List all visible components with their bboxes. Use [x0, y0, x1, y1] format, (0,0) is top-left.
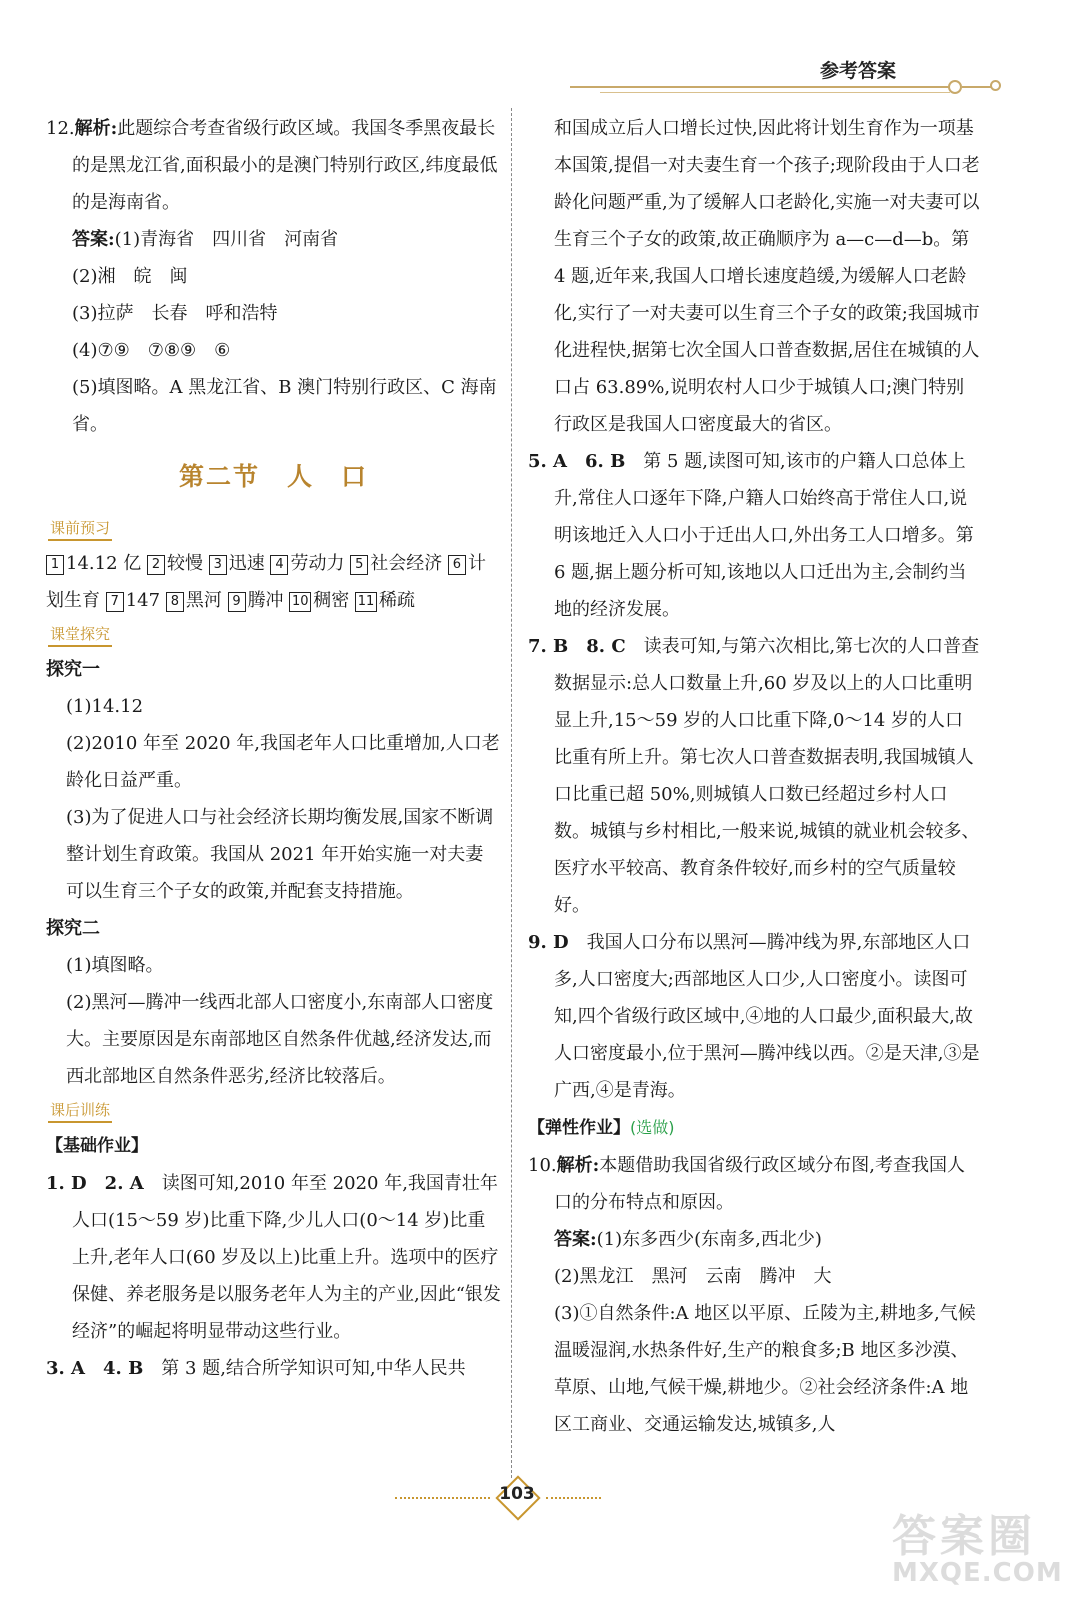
question-number: 1. D 2. A [46, 1173, 144, 1194]
page-number-badge [494, 1478, 542, 1518]
explanation-text: 此题综合考查省级行政区域。我国冬季黑夜最长的是黑龙江省,面积最小的是澳门特别行政区,纬度最低的是海南省。 [72, 118, 498, 213]
question-number: 12. [46, 118, 75, 139]
q10-answer-3: (3)①自然条件:A 地区以平原、丘陵为主,耕地多,气候温暖湿润,水热条件好,生产的粮食多;B 地区多沙漠、草原、山地,气候干燥,耕地少。②社会经济条件:A 地区工商业、交通运输发达,城镇多,人 [554, 1303, 976, 1435]
answer-text: (1)青海省 四川省 河南省 [114, 229, 339, 250]
preview-answer: 社会经济 [370, 553, 443, 574]
section-title: 第二节 人 口 [178, 462, 368, 491]
footer-dots-right [546, 1497, 601, 1499]
q12-answer-2: (2)湘 皖 闽 [72, 266, 188, 287]
left-column [46, 110, 501, 1387]
explore-two-heading: 探究二 [46, 918, 100, 939]
tag-class-explore: 课堂探究 [48, 623, 112, 647]
preview-answer: 稀疏 [379, 590, 416, 611]
page-number: 103 [499, 1484, 535, 1504]
watermark [892, 1500, 1082, 1595]
answer-number-box: 6 [448, 555, 466, 575]
explore-two-item-2: (2)黑河—腾冲一线西北部人口密度小,东南部人口密度大。主要原因是东南部地区自然条件优越,经济发达,而西北部地区自然条件恶劣,经济比较落后。 [66, 992, 494, 1087]
basic-homework-tag: 【基础作业】 [46, 1136, 148, 1156]
answer-label: 答案: [554, 1229, 597, 1250]
question-number: 3. A 4. B [46, 1358, 144, 1379]
explanation-text: 第 5 题,读图可知,该市的户籍人口总体上升,常住人口逐年下降,户籍人口始终高于常住人口,说明该地迁入人口小于迁出人口,外出务工人口增多。第 6 题,据上题分析可知,该地以人口迁出为主,会制约当地的经济发展。 [554, 451, 974, 620]
q12-answer-3: (3)拉萨 长春 呼和浩特 [72, 303, 278, 324]
footer-dots-left [395, 1497, 490, 1499]
question-number: 9. D [528, 932, 569, 953]
preview-answer: 14.12 亿 [66, 553, 142, 574]
answer-text: (1)东多西少(东南多,西北少) [596, 1229, 822, 1250]
q12-answer-1 [46, 221, 501, 258]
watermark-text: 答案圈 [892, 1511, 1036, 1562]
header-ornament-dot-small [990, 80, 1001, 91]
q12-explanation [46, 110, 501, 221]
explanation-text: 读图可知,2010 年至 2020 年,我国青壮年人口(15～59 岁)比重下降,少儿人口(0～14 岁)比重上升,老年人口(60 岁及以上)比重上升。选项中的医疗保健、养老服务是以服务老年人为主的产业,因此“银发经济”的崛起将明显带动这些行业。 [72, 1173, 501, 1342]
q12-answer-5: (5)填图略。A 黑龙江省、B 澳门特别行政区、C 海南省。 [72, 377, 497, 435]
flex-homework-heading [528, 1109, 980, 1147]
answer-number-box: 3 [209, 555, 227, 575]
preview-answer: 计划生育 [46, 553, 486, 611]
q7-8-answer [528, 628, 980, 924]
answer-number-box: 9 [228, 592, 246, 612]
explore-one-heading: 探究一 [46, 659, 100, 680]
answer-label: 答案: [72, 229, 115, 250]
explore-one-item-1: (1)14.12 [66, 696, 144, 717]
question-number: 5. A 6. B [528, 451, 626, 472]
header-rule [570, 86, 950, 88]
q3-4-answer [46, 1350, 501, 1387]
tag-after-class: 课后训练 [48, 1099, 112, 1123]
column-divider [511, 108, 512, 1478]
q10-explanation [528, 1147, 980, 1221]
preview-answer: 147 [125, 590, 161, 611]
q10-answer-1 [528, 1221, 980, 1258]
header-rule-end [962, 86, 992, 88]
optional-label: (选做) [630, 1118, 675, 1137]
preview-answer: 黑河 [185, 590, 222, 611]
preview-answer: 腾冲 [247, 590, 284, 611]
header-rule-thin [600, 92, 950, 93]
preview-answer: 迅速 [228, 553, 265, 574]
explanation-label: 解析: [74, 118, 118, 139]
explore-one-item-3: (3)为了促进人口与社会经济长期均衡发展,国家不断调整计划生育政策。我国从 2021 年开始实施一对夫妻可以生育三个子女的政策,并配套支持措施。 [66, 807, 494, 902]
watermark-url: MXQE.COM [892, 1558, 1063, 1588]
explanation-text: 我国人口分布以黑河—腾冲线为界,东部地区人口多,人口密度大;西部地区人口少,人口密度小。读图可知,四个省级行政区域中,④地的人口最少,面积最大,故人口密度最小,位于黑河—腾冲线以西。②是天津,③是广西,④是青海。 [554, 932, 980, 1101]
explanation-text: 第 3 题,结合所学知识可知,中华人民共 [161, 1358, 466, 1379]
q10-answer-2: (2)黑龙江 黑河 云南 腾冲 大 [554, 1266, 832, 1287]
answer-number-box: 8 [166, 592, 184, 612]
answer-number-box: 11 [355, 592, 377, 612]
answer-number-box: 2 [147, 555, 165, 575]
explanation-text: 本题借助我国省级行政区域分布图,考查我国人口的分布特点和原因。 [554, 1155, 966, 1213]
q3-4-continued: 和国成立后人口增长过快,因此将计划生育作为一项基本国策,提倡一对夫妻生育一个孩子;现阶段由于人口老龄化问题严重,为了缓解人口老龄化,实施一对夫妻可以生育三个子女的政策,故正确顺序为 a—c—d—b。第 4 题,近年来,我国人口增长速度趋缓,为缓解人口老龄化,实行了一对夫妻可以生育三个子女的政策;我国城市化进程快,据第七次全国人口普查数据,居住在城镇的人口占 63.89%,说明农村人口少于城镇人口;澳门特别行政区是我国人口密度最大的省区。 [554, 118, 980, 435]
question-number: 7. B 8. C [528, 636, 626, 657]
preview-answer: 较慢 [167, 553, 203, 574]
preview-answer: 劳动力 [290, 553, 345, 574]
answer-number-box: 5 [350, 555, 368, 575]
answer-number-box: 10 [289, 592, 311, 612]
q9-answer [528, 924, 980, 1109]
q5-6-answer [528, 443, 980, 628]
q12-answer-4: (4)⑦⑨ ⑦⑧⑨ ⑥ [72, 340, 231, 361]
explore-two-item-1: (1)填图略。 [66, 955, 164, 976]
flex-homework-tag: 【弹性作业】 [528, 1118, 630, 1138]
answer-number-box: 1 [46, 555, 64, 575]
preview-answers [46, 545, 501, 619]
header-ornament-dot [948, 80, 962, 94]
question-number: 10. [528, 1155, 557, 1176]
explanation-text: 读表可知,与第六次相比,第七次的人口普查数据显示:总人口数量上升,60 岁及以上的人口比重明显上升,15～59 岁的人口比重下降,0～14 岁的人口比重有所上升。第七次人口普查数据表明,我国城镇人口比重已超 50%,则城镇人口数已经超过乡村人口数。城镇与乡村相比,一般来说,城镇的就业机会较多、医疗水平较高、教育条件较好,而乡村的空气质量较好。 [554, 636, 980, 916]
explore-one-item-2: (2)2010 年至 2020 年,我国老年人口比重增加,人口老龄化日益严重。 [66, 733, 500, 791]
answer-number-box: 4 [270, 555, 288, 575]
tag-preview: 课前预习 [48, 517, 112, 541]
page-header-title: 参考答案 [820, 60, 897, 82]
answer-number-box: 7 [106, 592, 124, 612]
q1-2-answer [46, 1165, 501, 1350]
explanation-label: 解析: [556, 1155, 600, 1176]
right-column [528, 110, 980, 1443]
preview-answer: 稠密 [313, 590, 350, 611]
